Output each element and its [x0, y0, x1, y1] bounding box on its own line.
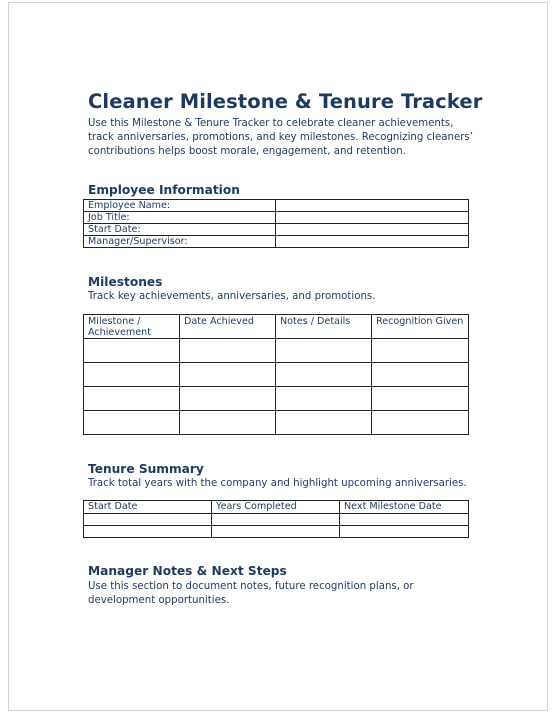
table-cell[interactable] — [372, 387, 469, 411]
table-row — [84, 236, 469, 248]
column-header: Next Milestone Date — [340, 501, 469, 514]
table-row — [84, 411, 469, 435]
table-cell[interactable] — [180, 339, 276, 363]
table-cell[interactable] — [372, 339, 469, 363]
table-cell[interactable] — [180, 387, 276, 411]
table-row — [84, 526, 469, 538]
milestones-description: Track key achievements, anniversaries, and promotions. — [88, 291, 376, 302]
table-cell[interactable] — [340, 526, 469, 538]
table-cell[interactable] — [180, 411, 276, 435]
table-row — [84, 200, 469, 212]
table-cell[interactable] — [84, 363, 180, 387]
manager-notes-heading: Manager Notes & Next Steps — [88, 564, 287, 578]
employee-info-table — [83, 199, 469, 248]
start-date-field[interactable] — [276, 224, 469, 236]
table-cell[interactable] — [84, 339, 180, 363]
table-cell[interactable] — [276, 387, 372, 411]
table-header-row — [84, 315, 469, 339]
table-row — [84, 339, 469, 363]
table-cell[interactable] — [276, 363, 372, 387]
manager-supervisor-label: Manager/Supervisor: — [84, 236, 276, 248]
table-cell[interactable] — [84, 411, 180, 435]
table-cell[interactable] — [84, 387, 180, 411]
manager-supervisor-field[interactable] — [276, 236, 469, 248]
table-cell[interactable] — [340, 514, 469, 526]
tenure-summary-description: Track total years with the company and highlight upcoming anniversaries. — [88, 478, 467, 489]
job-title-field[interactable] — [276, 212, 469, 224]
manager-notes-description: Use this section to document notes, future recognition plans, or development opportunities. — [88, 581, 414, 606]
table-cell[interactable] — [276, 339, 372, 363]
document-title: Cleaner Milestone & Tenure Tracker — [88, 90, 483, 113]
column-header: Years Completed — [212, 501, 340, 514]
milestones-table — [83, 314, 469, 435]
table-cell[interactable] — [84, 514, 212, 526]
table-cell[interactable] — [372, 363, 469, 387]
tenure-summary-heading: Tenure Summary — [88, 462, 204, 476]
start-date-label: Start Date: — [84, 224, 276, 236]
table-cell[interactable] — [372, 411, 469, 435]
table-cell[interactable] — [180, 363, 276, 387]
table-row — [84, 212, 469, 224]
column-header: Start Date — [84, 501, 212, 514]
table-cell[interactable] — [276, 411, 372, 435]
table-row — [84, 387, 469, 411]
table-row — [84, 514, 469, 526]
intro-paragraph: Use this Milestone & Tenure Tracker to celebrate cleaner achievements, track anniversaries, promotions, and key milestones. Recognizing cleaners’ contributions helps boost morale, engagement, and retention. — [88, 118, 473, 157]
table-header-row — [84, 501, 469, 514]
tenure-summary-table — [83, 500, 469, 538]
job-title-label: Job Title: — [84, 212, 276, 224]
table-cell[interactable] — [212, 514, 340, 526]
column-header: Milestone / Achievement — [84, 315, 180, 339]
table-row — [84, 363, 469, 387]
employee-info-heading: Employee Information — [88, 183, 240, 197]
column-header: Recognition Given — [372, 315, 469, 339]
table-cell[interactable] — [212, 526, 340, 538]
employee-name-label: Employee Name: — [84, 200, 276, 212]
column-header: Date Achieved — [180, 315, 276, 339]
column-header: Notes / Details — [276, 315, 372, 339]
table-cell[interactable] — [84, 526, 212, 538]
table-row — [84, 224, 469, 236]
milestones-heading: Milestones — [88, 275, 163, 289]
employee-name-field[interactable] — [276, 200, 469, 212]
